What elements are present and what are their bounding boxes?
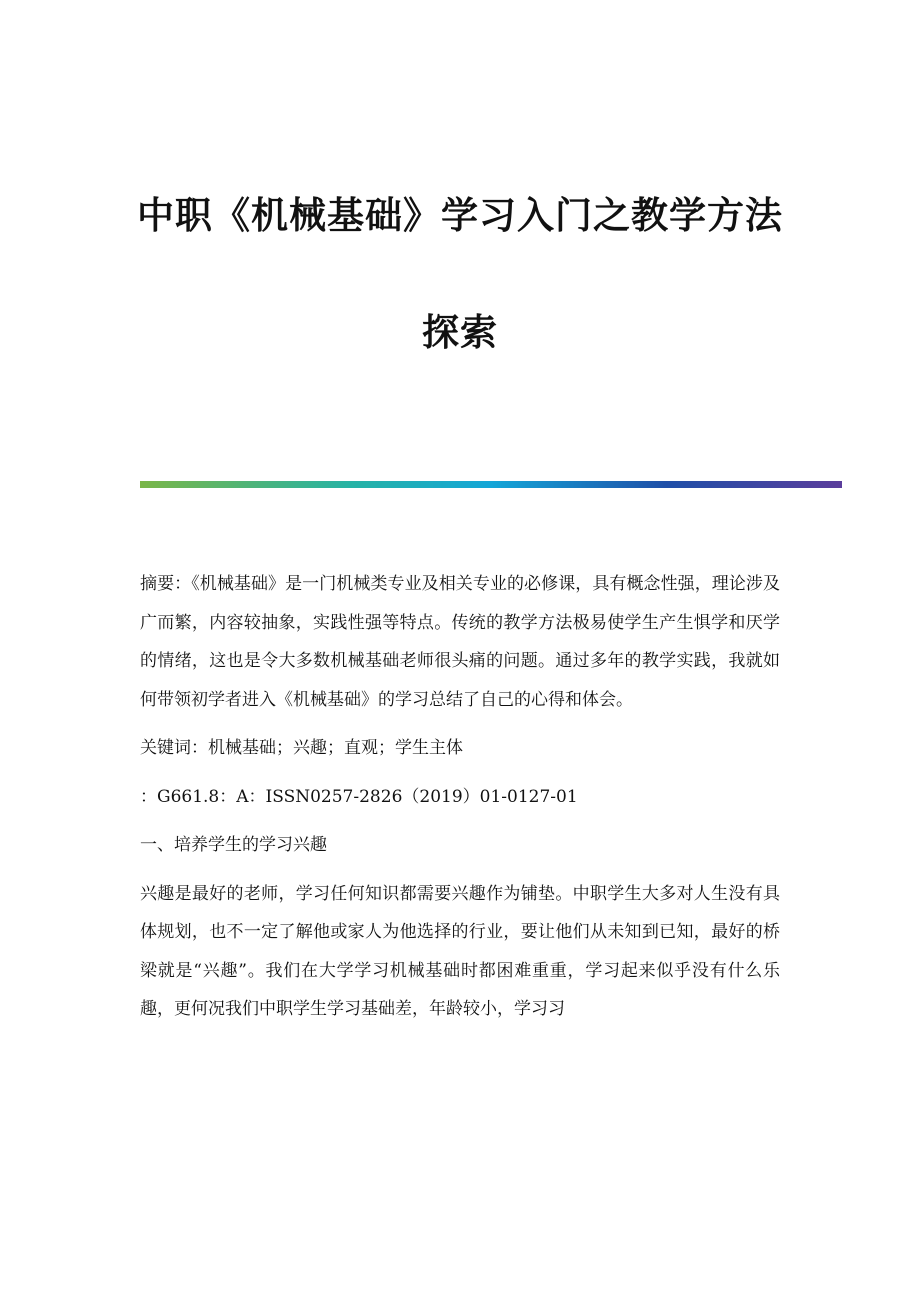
title-line-1: 中职《机械基础》学习入门之教学方法 — [137, 194, 783, 237]
gradient-divider — [140, 481, 842, 488]
document-body — [140, 565, 780, 1029]
title-line-2: 探索 — [422, 311, 498, 354]
classification-line: ：G661.8：A：ISSN0257-2826（2019）01-0127-01 — [140, 786, 578, 807]
abstract-paragraph: 摘要：《机械基础》是一门机械类专业及相关专业的必修课，具有概念性强，理论涉及广而繁，内容较抽象，实践性强等特点。传统的教学方法极易使学生产生惧学和厌学的情绪，这也是令大多数机械基础老师很头痛的问题。通过多年的教学实践，我就如何带领初学者进入《机械基础》的学习总结了自己的心得和体会。 — [140, 574, 780, 710]
document-title — [0, 192, 920, 357]
section-heading: 一、培养学生的学习兴趣 — [140, 835, 327, 855]
keywords-line: 关键词：机械基础；兴趣；直观；学生主体 — [140, 738, 463, 758]
section-paragraph: 兴趣是最好的老师，学习任何知识都需要兴趣作为铺垫。中职学生大多对人生没有具体规划，也不一定了解他或家人为他选择的行业，要让他们从未知到已知，最好的桥梁就是“兴趣”。我们在大学学习机械基础时都困难重重，学习起来似乎没有什么乐趣，更何况我们中职学生学习基础差，年龄较小，学习习 — [140, 883, 780, 1019]
